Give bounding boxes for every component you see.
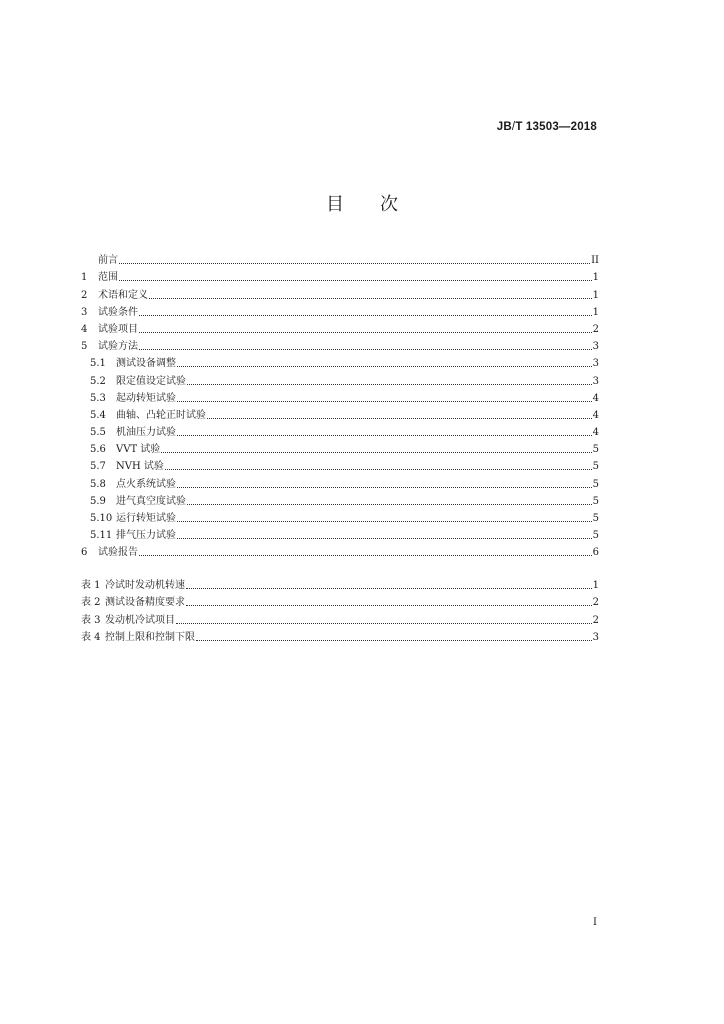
entry-page-number: 5: [592, 513, 599, 524]
entry-title: 起动转矩试验: [116, 392, 176, 404]
entry-page-number: 2: [592, 614, 599, 626]
entry-page-number: 5: [592, 478, 599, 490]
entry-title: 测试设备精度要求: [105, 597, 185, 609]
entry-title: 排气压力试验: [116, 530, 176, 542]
entry-page-number: 5: [592, 444, 599, 456]
entry-page-number: II: [591, 255, 599, 267]
dot-leader: [119, 262, 590, 264]
entry-title: 曲轴、凸轮正时试验: [116, 409, 206, 421]
entry-page-number: 3: [592, 375, 599, 387]
entry-page-number: 4: [592, 409, 599, 421]
entry-title: 点火系统试验: [116, 478, 176, 490]
entry-page-number: 4: [592, 392, 599, 404]
entry-number: 表 4: [81, 631, 101, 643]
list-of-tables: [81, 575, 599, 644]
entry-title: 试验报告: [98, 547, 138, 559]
entry-page-number: 3: [592, 341, 599, 353]
entry-page-number: 5: [592, 461, 599, 473]
dot-leader: [165, 468, 592, 470]
doc-number-rest: T 13503—2018: [515, 121, 597, 133]
entry-title: 发动机冷试项目: [105, 614, 175, 626]
entry-page-number: 1: [592, 272, 599, 284]
entry-page-number: 2: [592, 323, 599, 335]
entry-number: 5.8: [90, 478, 106, 490]
dot-leader: [177, 434, 592, 436]
toc-entry[interactable]: [81, 284, 599, 301]
entry-title: 测试设备调整: [116, 358, 176, 370]
toc-entry[interactable]: [81, 319, 599, 336]
dot-leader: [161, 451, 591, 453]
doc-number-separator: /: [511, 121, 516, 133]
dot-leader: [196, 639, 592, 641]
toc-entry[interactable]: [81, 508, 599, 525]
dot-leader: [177, 400, 592, 402]
table-list-entry[interactable]: [81, 609, 599, 626]
toc-entry[interactable]: [81, 302, 599, 319]
entry-number: 5.7: [90, 461, 106, 473]
entry-title: 试验条件: [98, 306, 138, 318]
entry-page-number: 2: [592, 597, 599, 609]
entry-title: 运行转矩试验: [116, 513, 176, 524]
entry-title: 术语和定义: [98, 289, 148, 301]
entry-title: 前言: [98, 255, 118, 267]
entry-title: 控制上限和控制下限: [105, 631, 195, 643]
entry-page-number: 3: [592, 358, 599, 370]
entry-title: 限定值设定试验: [116, 375, 186, 387]
toc-entry[interactable]: [81, 456, 599, 473]
entry-page-number: 1: [592, 306, 599, 318]
page-title: 目次: [326, 194, 434, 215]
table-list-entry[interactable]: [81, 627, 599, 644]
entry-number: 5.4: [90, 409, 106, 421]
dot-leader: [207, 417, 592, 419]
dot-leader: [186, 604, 592, 606]
entry-number: 5.6: [90, 444, 106, 456]
toc-entry[interactable]: [81, 370, 599, 387]
entry-page-number: 5: [592, 530, 599, 542]
dot-leader: [177, 520, 592, 522]
entry-title: 机油压力试验: [116, 427, 176, 439]
entry-number: 2: [81, 289, 88, 301]
table-of-contents: [81, 250, 599, 559]
entry-number: 5.3: [90, 392, 106, 404]
entry-number: 5.10: [90, 513, 113, 524]
dot-leader: [187, 383, 592, 385]
entry-page-number: 1: [592, 580, 599, 592]
dot-leader: [186, 587, 592, 589]
entry-number: 5.11: [90, 530, 113, 542]
entry-page-number: 1: [592, 289, 599, 301]
entry-number: 5.1: [90, 358, 106, 370]
table-list-entry[interactable]: [81, 575, 599, 592]
footer-page-number: I: [593, 917, 597, 928]
toc-entry[interactable]: [81, 439, 599, 456]
dot-leader: [139, 348, 592, 350]
entry-number: 1: [81, 272, 88, 284]
entry-page-number: 6: [592, 547, 599, 559]
dot-leader: [139, 554, 592, 556]
entry-number: 表 3: [81, 614, 101, 626]
entry-number: 5.9: [90, 495, 106, 507]
entry-number: 5: [81, 341, 88, 353]
dot-leader: [139, 314, 592, 316]
toc-entry[interactable]: [81, 422, 599, 439]
entry-title: 试验项目: [98, 323, 138, 335]
dot-leader: [187, 503, 592, 505]
dot-leader: [149, 297, 592, 299]
entry-title: 范围: [98, 272, 118, 284]
table-list-entry[interactable]: [81, 592, 599, 609]
entry-title: 进气真空度试验: [116, 495, 186, 507]
entry-page-number: 3: [592, 631, 599, 643]
entry-number: 表 1: [81, 580, 101, 592]
dot-leader: [176, 622, 592, 624]
doc-number-prefix: JB: [496, 121, 512, 133]
entry-number: 5.5: [90, 427, 106, 439]
entry-number: 3: [81, 306, 88, 318]
entry-number: 5.2: [90, 375, 106, 387]
toc-entry[interactable]: [81, 353, 599, 370]
entry-number: 表 2: [81, 597, 101, 609]
entry-title: 试验方法: [98, 341, 138, 353]
dot-leader: [139, 331, 592, 333]
toc-entry[interactable]: [81, 250, 599, 267]
toc-entry[interactable]: [81, 473, 599, 490]
dot-leader: [177, 486, 592, 488]
toc-entry[interactable]: [81, 542, 599, 559]
toc-entry[interactable]: [81, 405, 599, 422]
toc-entry[interactable]: [81, 388, 599, 405]
entry-title: VVT 试验: [116, 444, 161, 456]
toc-entry[interactable]: [81, 525, 599, 542]
entry-title: 冷试时发动机转速: [105, 580, 185, 592]
entry-page-number: 5: [592, 495, 599, 507]
dot-leader: [177, 537, 592, 539]
dot-leader: [119, 279, 592, 281]
entry-number: 6: [81, 547, 88, 559]
toc-entry[interactable]: [81, 267, 599, 284]
entry-title: NVH 试验: [116, 461, 164, 473]
entry-number: 4: [81, 323, 88, 335]
toc-entry[interactable]: [81, 491, 599, 508]
entry-page-number: 4: [592, 427, 599, 439]
toc-entry[interactable]: [81, 336, 599, 353]
document-number: [497, 121, 597, 133]
dot-leader: [177, 365, 592, 367]
